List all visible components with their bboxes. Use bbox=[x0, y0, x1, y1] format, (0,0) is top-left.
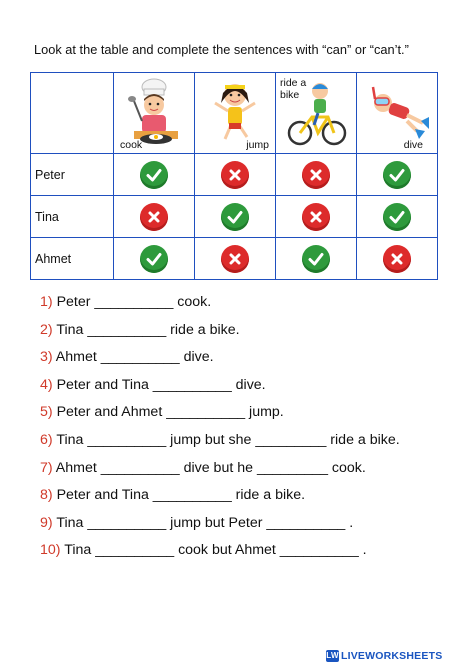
mark-cell bbox=[276, 154, 357, 196]
header-jump bbox=[195, 73, 276, 154]
sentence-number: 4) bbox=[40, 376, 53, 393]
cross-mark-icon bbox=[302, 161, 330, 189]
sentence-number: 6) bbox=[40, 431, 53, 448]
row-name: Peter bbox=[31, 154, 114, 196]
header-cook bbox=[114, 73, 195, 154]
mark-cell bbox=[114, 238, 195, 280]
column-label-dive: dive bbox=[403, 139, 423, 151]
column-label-jump: jump bbox=[246, 139, 269, 151]
logo-badge-icon: LW bbox=[326, 651, 339, 661]
sentence-number: 5) bbox=[40, 404, 53, 421]
cross-mark-icon bbox=[383, 245, 411, 273]
sentence-item bbox=[40, 375, 400, 403]
sentence-item bbox=[40, 402, 400, 430]
sentence-item bbox=[40, 292, 400, 320]
check-mark-icon bbox=[302, 245, 330, 273]
row-name: Ahmet bbox=[31, 238, 114, 280]
sentence-text: Ahmet __________ dive. bbox=[55, 349, 214, 366]
table-row bbox=[31, 238, 438, 280]
column-label-ride: ride a bike bbox=[280, 77, 307, 101]
sentence-text: Peter and Tina __________ ride a bike. bbox=[56, 487, 306, 504]
table-row bbox=[31, 154, 438, 196]
sentence-item bbox=[40, 485, 400, 513]
cross-mark-icon bbox=[221, 161, 249, 189]
sentence-text: Tina __________ jump but Peter __________ . bbox=[56, 514, 354, 531]
mark-cell bbox=[114, 154, 195, 196]
sentence-number: 10) bbox=[40, 542, 61, 559]
mark-cell bbox=[195, 154, 276, 196]
sentence-text: Peter __________ cook. bbox=[56, 294, 212, 310]
liveworksheets-logo[interactable] bbox=[326, 650, 442, 662]
check-mark-icon bbox=[140, 161, 168, 189]
header-dive bbox=[357, 73, 438, 154]
sentence-list bbox=[40, 292, 400, 568]
check-mark-icon bbox=[383, 161, 411, 189]
corner-cell bbox=[31, 73, 114, 154]
table-row bbox=[31, 196, 438, 238]
row-name: Tina bbox=[31, 196, 114, 238]
mark-cell bbox=[195, 196, 276, 238]
sentence-text: Peter and Tina __________ dive. bbox=[56, 376, 266, 393]
instructions: Look at the table and complete the sentences with “can” or “can’t.” bbox=[34, 42, 409, 57]
sentence-text: Peter and Ahmet __________ jump. bbox=[56, 404, 284, 421]
sentence-item bbox=[40, 540, 400, 568]
sentence-text: Tina __________ jump but she _________ ride a bike. bbox=[56, 431, 400, 448]
sentence-item bbox=[40, 513, 400, 541]
mark-cell bbox=[195, 238, 276, 280]
ability-table bbox=[30, 72, 438, 280]
check-mark-icon bbox=[383, 203, 411, 231]
sentence-number: 3) bbox=[40, 349, 53, 366]
check-mark-icon bbox=[140, 245, 168, 273]
sentence-text: Tina __________ ride a bike. bbox=[56, 321, 240, 338]
mark-cell bbox=[114, 196, 195, 238]
mark-cell bbox=[276, 238, 357, 280]
mark-cell bbox=[276, 196, 357, 238]
mark-cell bbox=[357, 238, 438, 280]
sentence-text: Ahmet __________ dive but he _________ cook. bbox=[55, 459, 366, 476]
sentence-number: 1) bbox=[40, 294, 53, 310]
sentence-number: 7) bbox=[40, 459, 53, 476]
sentence-item bbox=[40, 430, 400, 458]
cross-mark-icon bbox=[302, 203, 330, 231]
sentence-item bbox=[40, 347, 400, 375]
mark-cell bbox=[357, 154, 438, 196]
sentence-number: 8) bbox=[40, 487, 53, 504]
sentence-item bbox=[40, 458, 400, 486]
mark-cell bbox=[357, 196, 438, 238]
column-label-cook: cook bbox=[120, 139, 143, 151]
check-mark-icon bbox=[221, 203, 249, 231]
cross-mark-icon bbox=[140, 203, 168, 231]
sentence-item bbox=[40, 320, 400, 348]
sentence-number: 9) bbox=[40, 514, 53, 531]
sentence-text: Tina __________ cook but Ahmet __________ . bbox=[64, 542, 367, 559]
logo-text: LIVEWORKSHEETS bbox=[341, 650, 443, 662]
cross-mark-icon bbox=[221, 245, 249, 273]
header-ride bbox=[276, 73, 357, 154]
sentence-number: 2) bbox=[40, 321, 53, 338]
